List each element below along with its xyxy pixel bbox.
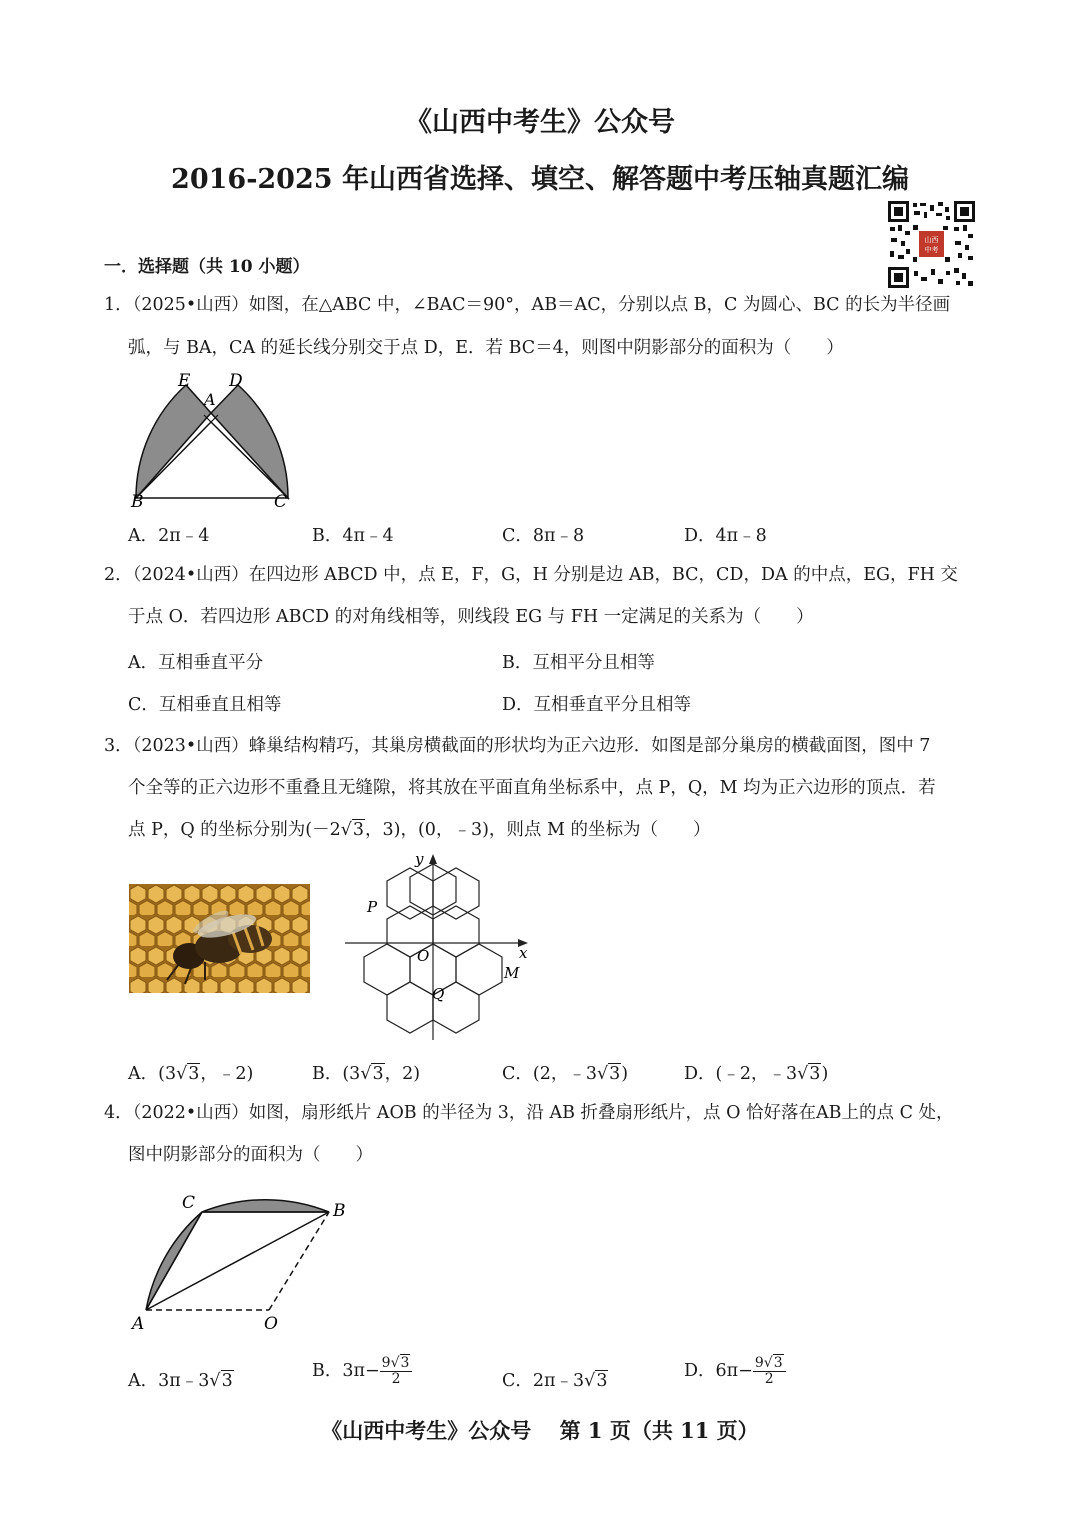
q4-option-c[interactable]: C．2π﹣3√3 (502, 1371, 608, 1391)
q4-option-a[interactable]: A．3π﹣3√3 (128, 1371, 233, 1391)
q4-option-b[interactable]: B．3π− $\frac{9√3}{2}$ (312, 1356, 412, 1387)
q2-option-b[interactable]: B．互相平分且相等 (502, 653, 655, 673)
question-text: 在四边形 ABCD 中，点 E，F，G，H 分别是边 AB，BC，CD，DA 的中点，EG，FH 交 (248, 565, 958, 585)
label-c: C (182, 1193, 196, 1213)
q1-figure (126, 368, 301, 513)
label-o: O (264, 1314, 278, 1334)
q3-option-c[interactable]: C．(2，﹣3√3) (502, 1064, 629, 1084)
label-d: D (229, 371, 243, 391)
question-source: （2023•山西） (132, 736, 249, 756)
svg-text:中考: 中考 (924, 246, 939, 254)
q1-option-d[interactable]: D．4π﹣8 (684, 526, 767, 546)
honeycomb-photo (129, 884, 310, 993)
q1-option-a[interactable]: A．2π﹣4 (128, 526, 210, 546)
question-4-line2: 图中阴影部分的面积为（ ） (128, 1145, 373, 1165)
question-number: 2． (104, 565, 133, 585)
q4-figure (126, 1185, 356, 1335)
page-footer: 《山西中考生》公众号 第 1 页（共 11 页） (321, 1418, 759, 1443)
question-source: （2022•山西） (132, 1103, 249, 1123)
label-m: M (504, 964, 520, 982)
qr-code[interactable] (888, 201, 975, 288)
question-source: （2024•山西） (132, 565, 249, 585)
label-a: A (204, 390, 216, 409)
page-subtitle: 2016-2025 年山西省选择、填空、解答题中考压轴真题汇编 (171, 164, 909, 195)
svg-text:山西: 山西 (924, 236, 939, 244)
section-heading: 一．选择题（共 10 小题） (104, 257, 310, 277)
q1-option-c[interactable]: C．8π﹣8 (502, 526, 585, 546)
shaded-segment-cb (202, 1200, 329, 1212)
question-1-line2: 弧，与 BA，CA 的延长线分别交于点 D，E．若 BC＝4，则图中阴影部分的面积为（ ） (128, 338, 844, 358)
q3-option-a[interactable]: A．(3√3，﹣2) (128, 1064, 254, 1084)
label-e: E (178, 371, 191, 391)
question-text: 如图，扇形纸片 AOB 的半径为 3，沿 AB 折叠扇形纸片，点 O 恰好落在AB上的点 C 处， (248, 1103, 954, 1123)
question-4 (104, 1092, 954, 1134)
q2-option-a[interactable]: A．互相垂直平分 (128, 653, 264, 673)
label-p: P (367, 898, 378, 916)
label-c: C (274, 492, 288, 512)
label-a: A (132, 1314, 145, 1334)
question-text: 如图，在△ABC 中，∠BAC＝90°，AB＝AC，分别以点 B，C 为圆心、BC 的长为半径画 (248, 295, 951, 315)
q2-option-d[interactable]: D．互相垂直平分且相等 (502, 695, 692, 715)
question-3 (104, 725, 930, 767)
q1-option-b[interactable]: B．4π﹣4 (312, 526, 394, 546)
q3-figure (340, 850, 540, 1045)
question-number: 3． (104, 736, 133, 756)
q4-option-d[interactable]: D．6π− $\frac{9√3}{2}$ (684, 1356, 786, 1387)
question-number: 4． (104, 1103, 133, 1123)
question-3-line2: 个全等的正六边形不重叠且无缝隙，将其放在平面直角坐标系中，点 P，Q，M 均为正六边形的顶点．若 (128, 778, 936, 798)
label-o: O (417, 947, 430, 965)
label-x: x (519, 944, 528, 962)
question-number: 1． (104, 295, 133, 315)
label-b: B (333, 1201, 346, 1221)
question-2-line2: 于点 O．若四边形 ABCD 的对角线相等，则线段 EG 与 FH 一定满足的关系为（ ） (128, 607, 814, 627)
label-q: Q (432, 985, 445, 1003)
question-source: （2025•山西） (132, 295, 249, 315)
question-3-line3: 点 P，Q 的坐标分别为(－2√3，3)，(0，﹣3)，则点 M 的坐标为（ ） (128, 820, 711, 840)
q3-option-b[interactable]: B．(3√3，2) (312, 1064, 421, 1084)
question-text: 蜂巢结构精巧，其巢房横截面的形状均为正六边形．如图是部分巢房的横截面图，图中 7 (248, 736, 931, 756)
label-b: B (131, 492, 144, 512)
page-title: 《山西中考生》公众号 (405, 107, 675, 138)
question-2 (104, 554, 958, 596)
question-1 (104, 284, 950, 326)
q3-option-d[interactable]: D．(﹣2，﹣3√3) (684, 1064, 829, 1084)
q2-option-c[interactable]: C．互相垂直且相等 (128, 695, 282, 715)
label-y: y (415, 850, 424, 868)
